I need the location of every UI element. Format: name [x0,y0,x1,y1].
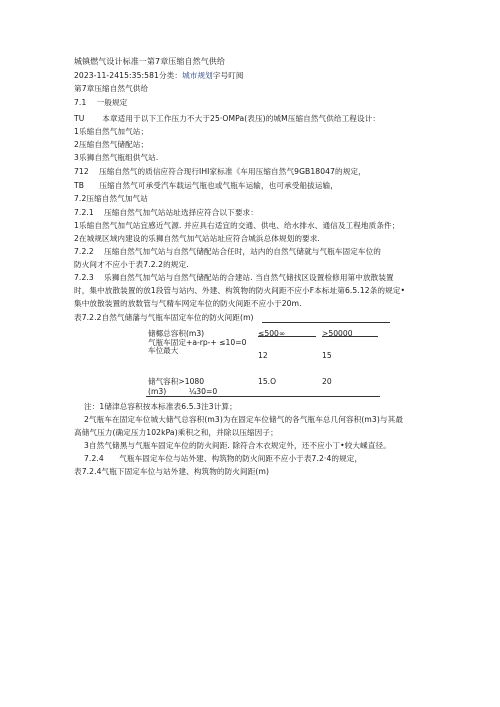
paragraph-7-2-3-line2: 时，集中放散装置的放1段管与站内、外建、构筑物的防火间距不应小F本标址第6.5.12条的规定• [74,286,406,295]
table-row-storage-label: 储气容积>1080 [148,377,205,386]
note-3: 3自然气储黑与气瓶车固定车位的防火间距. 除符合木衣规定外，还不应小丁•较大嵊直径。 [84,441,391,450]
paragraph-7-2-2-line2: 防火间才不应小于表7.2.2的规定. [74,260,189,269]
scope-item-2: 2压缩自然气储配站； [74,140,149,149]
paragraph-7-2-1: 7.2.1 压缩自然气加气站站址选择应符合以下要求： [74,208,258,217]
paragraph-7-1-2: 712 压缩自然气的质信应符合现行IHI家标准《车用压缩自然气9GB18047的规定， [74,167,366,176]
scope-item-1: 1乐缩自然气加气站； [74,127,149,136]
table-7-2-4-caption: 表7.2.4气瓶下固定车位与站外建、构筑物的防火间距(m) [74,467,270,476]
table-7-2-2-caption: 表7.2.2自然气储藩与气瓶车固定车位的防火间距(m) [74,313,254,322]
paragraph-7-2-3-line1: 7.2.3 乐狮自然气加气站与自然气储配站的合建站. 当自然气储找区设置检修用第中放散装置 [74,273,394,282]
table-rule-col2 [322,336,378,337]
table-bottom-rule [146,396,380,397]
section-7-2-heading: 7.2压缩自然气加气站 [74,194,148,203]
note-2-line2: 高储气压力(确定压力102kPa)乘积之和，并除以压缩因子； [74,428,278,437]
table-cell-r2-c2: 20 [322,377,332,386]
table-row-storage-unit: (m3) ¼30=0 [148,387,218,396]
meta-line [74,71,244,81]
table-rule-col1 [258,336,316,337]
document-title: 城镇燃气设计标准一第7章压缩自然气供给 [74,57,225,66]
table-col-50000: >50000 [322,329,353,338]
table-cell-r1-c1: 12 [258,351,268,360]
paragraph-7-2-4: 7.2.4 气瓶车固定车位与站外建、构筑物的防火间距不应小于表7.2·4的规定， [84,454,363,463]
site-item-1: 1乐缩自然气加气站宜感近气源. 并应具右适宜的交通、供电、给水排水、通信及工程地质条件； [74,221,400,230]
section-7-1-heading: 7.1 一般规定 [74,98,128,107]
table-col-500: ≤500∞ [258,329,286,338]
paragraph-7-1-3: TB 压缩自然气可承受汽车载运气瓶也或气瓶车运输，也可承受船拔运输， [74,181,338,190]
note-2-line1: 2气瓶车在固定车位城大储气总容积(m3)为在固定车位储气的各气瓶车总几何容积(m3)与其最 [84,415,404,424]
paragraph-scope: TU 本章适用于以下工作压力不大于25·OMPa(表压)的城M压缩自然气供给工程设计： [74,114,381,123]
scope-item-3: 3乐狮自然气瓶组供气站. [74,153,159,162]
site-item-2: 2在城规区域内建设的乐狮自然气加气站站址应符合城浜总体规划的要求. [74,234,320,243]
chapter-heading: 第7章压缩自然气供给 [74,84,149,93]
paragraph-7-2-3-line3: 集中放散装置的放数管与气精车网定车位的防火间距不应小于20m. [74,299,302,308]
meta-date: 2023-11-2415:35:581分类： [74,71,183,80]
table-header-storage-volume: 储椰总容积(m3) [148,329,205,338]
caption-underline [262,322,390,323]
table-cell-r1-c2: 15 [322,351,332,360]
note-1: 注：1储津总容积按本标准表6.5.3注3计算； [84,402,237,411]
table-cell-r2-c1: 15.O [258,377,277,386]
meta-tail: 字号叮阅 [212,71,244,80]
table-header-max-position: 车位最大 [148,346,179,355]
table-header-fixed-position: 气瓶车固定+a-rp-+ ≤10=0 [148,338,247,347]
category-link[interactable]: 城市规划 [182,71,213,80]
paragraph-7-2-2-line1: 7.2.2 压缩自然气加气站与自然气储配站合任时，站内的自然气储就与气瓶车固定车位的 [74,247,381,256]
